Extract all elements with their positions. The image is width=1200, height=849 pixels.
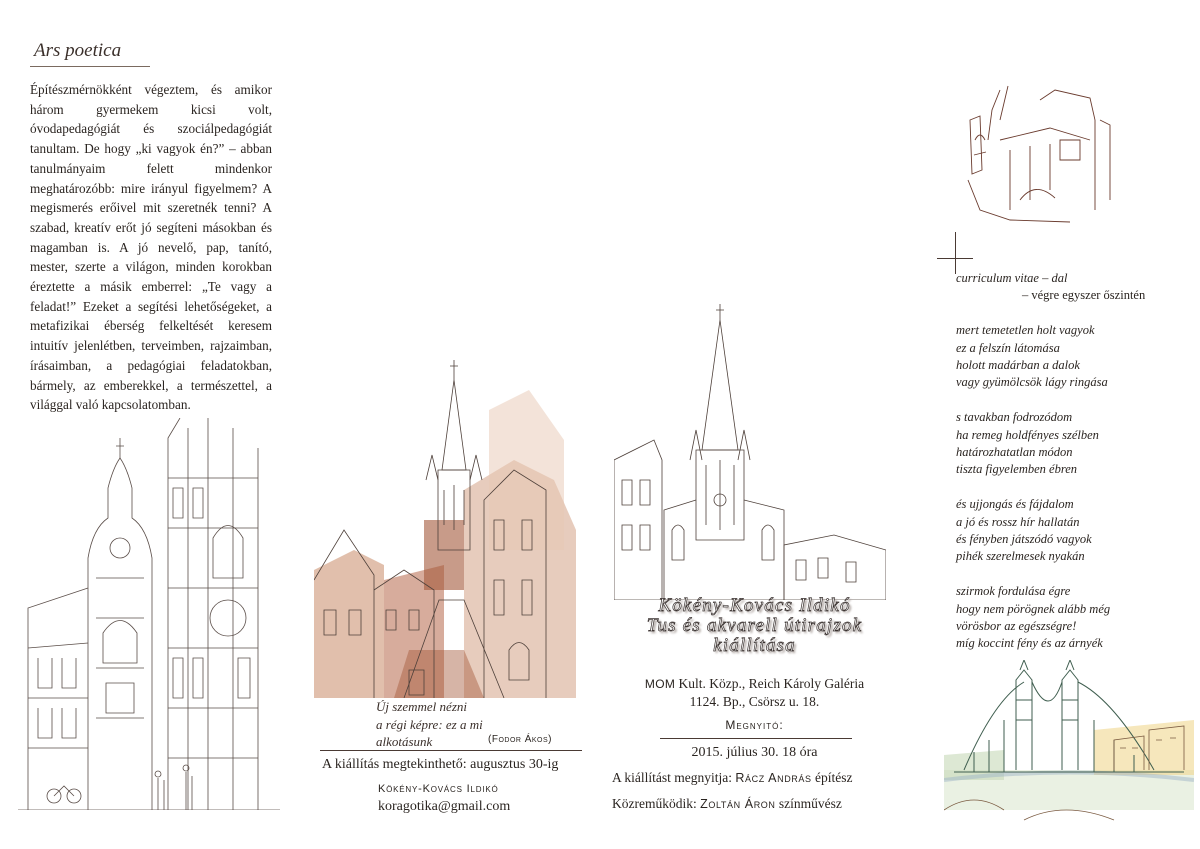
ars-poetica-text xyxy=(30,80,272,415)
performer-line xyxy=(612,796,842,812)
poem-line: míg koccint fény és az árnyék xyxy=(956,636,1103,651)
title-underline xyxy=(30,66,150,67)
exhibition-title-line: Tus és akvarell útirajzok xyxy=(646,615,863,636)
poem-line: vörösbor az egészségre! xyxy=(956,619,1077,634)
caption-line: alkotásunk xyxy=(376,734,433,749)
opening-label: Megnyitó: xyxy=(725,718,784,732)
venue-name xyxy=(612,675,897,693)
venue-prefix: MOM xyxy=(644,677,676,691)
opener-role: építész xyxy=(811,770,853,785)
poem-line: mert temetetlen holt vagyok xyxy=(956,323,1095,338)
poem-line: tiszta figyelemben ébren xyxy=(956,462,1078,477)
exhibition-title-line: Kökény-Kovács Ildikó xyxy=(658,595,851,616)
church-sketch xyxy=(614,300,886,600)
divider xyxy=(320,750,582,751)
contact-email: koragotika@gmail.com xyxy=(378,799,511,814)
watercolor-street-church xyxy=(314,350,576,698)
caption-line: Új szemmel nézni xyxy=(376,699,467,714)
performer-prefix: Közreműködik: xyxy=(612,796,701,811)
poem-line: és fényben játszódó vagyok xyxy=(956,532,1092,547)
venue-address: 1124. Bp., Csörsz u. 18. xyxy=(689,694,820,709)
viewing-period: A kiállítás megtekinthető: augusztus 30-ig xyxy=(322,757,559,772)
poem-line: hogy nem pörögnek alább még xyxy=(956,601,1111,616)
poem-line: holott madárban a dalok xyxy=(956,358,1080,373)
poem-line: ez a felszín látomása xyxy=(956,340,1060,355)
poem-subtitle: – végre egyszer őszintén xyxy=(1022,288,1146,303)
quote-credit: (Fodor Ákos) xyxy=(488,734,552,745)
performer-name: Zoltán Áron xyxy=(700,797,776,811)
poem-line: vagy gyümölcsök lágy ringása xyxy=(956,375,1108,390)
poem-title: curriculum vitae – dal xyxy=(956,271,1068,285)
poem-line: pihék szerelmesek nyakán xyxy=(956,549,1085,564)
opener-name: Rácz András xyxy=(735,771,812,785)
exhibition-title xyxy=(612,596,897,656)
poem-line: a jó és rossz hír hallatán xyxy=(956,514,1080,529)
poem-line: és ujjongás és fájdalom xyxy=(956,497,1074,512)
poem-line: határozhatatlan módon xyxy=(956,445,1073,460)
contact-name: Kökény-Kovács Ildikó xyxy=(378,783,499,795)
opening-date: 2015. július 30. 18 óra xyxy=(691,745,818,760)
venue-rest: Kult. Közp., Reich Károly Galéria xyxy=(675,676,865,691)
divider xyxy=(660,738,852,739)
city-hall-sketch xyxy=(18,418,280,810)
decorative-cross xyxy=(955,232,956,274)
poem-line: szirmok fordulása égre xyxy=(956,584,1071,599)
opener-prefix: A kiállítást megnyitja: xyxy=(612,770,736,785)
ars-poetica-title: Ars poetica xyxy=(34,40,122,61)
venue xyxy=(612,675,897,711)
courtyard-sketch xyxy=(960,80,1120,230)
poem-line: s tavakban fodrozódom xyxy=(956,410,1073,425)
caption-line: a régi képre: ez a mi xyxy=(376,716,483,732)
poem-line: ha remeg holdfényes szélben xyxy=(956,427,1099,442)
ars-poetica-paragraph: Építészmérnökként végeztem, és amikor három gyermekem kicsi volt, óvodapedagógiát és szociálpedagógiát tanultam. De hogy „ki vagyok én?” – abban tanulmányaim felett mindenkor meghatározóbb: mire irányul figyelmem? A megismerés erőivel mit szeretnék tenni? A szabad, kreatív erőt jó segíteni másokban és magamban is. A jó nevelő, pap, tanító, mester, szerte a világon, minden korokban éreztette a másik emberrel: „Te vagy a feladat!” Ezeket a segítési lehetőségeket, a metafizikai éberség felkeltését keresem intuitív jelenlétben, terveimben, rajzaimban, írásaimban, a pedagógiai feladatokban, bármely, az emberekkel, a természettel, a világgal való kapcsolatomban. xyxy=(30,82,272,413)
poem xyxy=(956,270,1186,653)
liberty-bridge-watercolor xyxy=(944,660,1194,830)
exhibition-title-line: kiállítása xyxy=(713,635,796,656)
decorative-cross xyxy=(937,258,973,259)
performer-role: színművész xyxy=(775,796,842,811)
opener-line xyxy=(612,770,852,786)
